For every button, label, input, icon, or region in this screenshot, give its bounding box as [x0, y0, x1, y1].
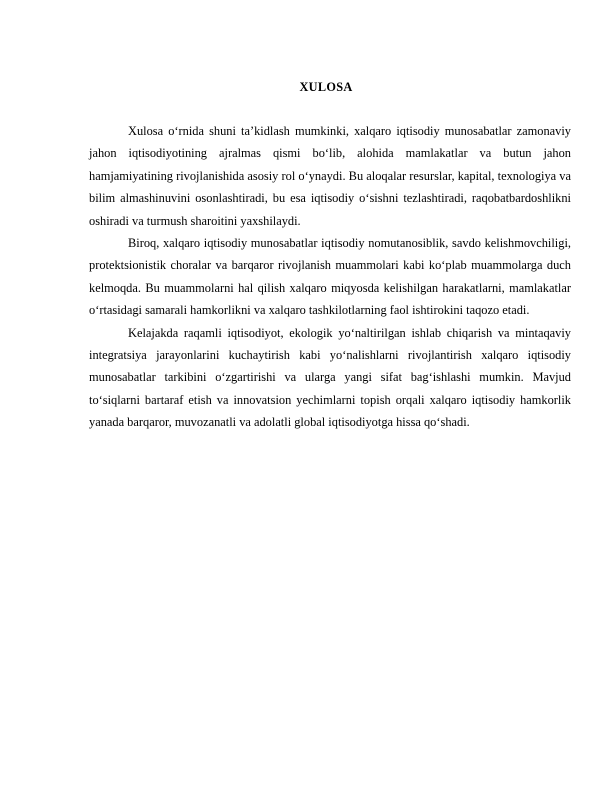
paragraph-1: Xulosa o‘rnida shuni ta’kidlash mumkinki, xalqaro iqtisodiy munosabatlar zamonaviy jahon iqtisodiyotining ajralmas qismi bo‘lib, alohida mamlakatlar va butun jahon hamjamiyatining rivojlanishida asosiy rol o‘ynaydi. Bu aloqalar resurslar, kapital, texnologiya va bilim almashinuvini osonlashtiradi, bu esa iqtisodiy o‘sishni tezlashtiradi, raqobatbardoshlikni oshiradi va turmush sharoitini yaxshilaydi. [89, 124, 571, 228]
paragraph-3: Kelajakda raqamli iqtisodiyot, ekologik yo‘naltirilgan ishlab chiqarish va mintaqaviy integratsiya jarayonlarini kuchaytirish kabi yo‘nalishlarni rivojlantirish xalqaro iqtisodiy munosabatlar tarkibini o‘zgartirishi va ularga yangi sifat bag‘ishlashi mumkin. Mavjud to‘siqlarni bartaraf etish va innovatsion yechimlarni topish orqali xalqaro iqtisodiy hamkorlik yanada barqaror, muvozanatli va adolatli global iqtisodiyotga hissa qo‘shadi. [89, 325, 571, 430]
document-body [89, 120, 571, 434]
paragraph-2: Biroq, xalqaro iqtisodiy munosabatlar iqtisodiy nomutanosiblik, savdo kelishmovchiligi, protektsionistik choralar va barqaror rivojlanish muammolari kabi ko‘plab muammolarga duch kelmoqda. Bu muammolarni hal qilish xalqaro miqyosda kelishilgan harakatlarni, mamlakatlar o‘rtasidagi samarali hamkorlikni va xalqaro tashkilotlarning faol ishtirokini taqozo etadi. [89, 236, 571, 318]
document-title: XULOSA [299, 80, 353, 94]
